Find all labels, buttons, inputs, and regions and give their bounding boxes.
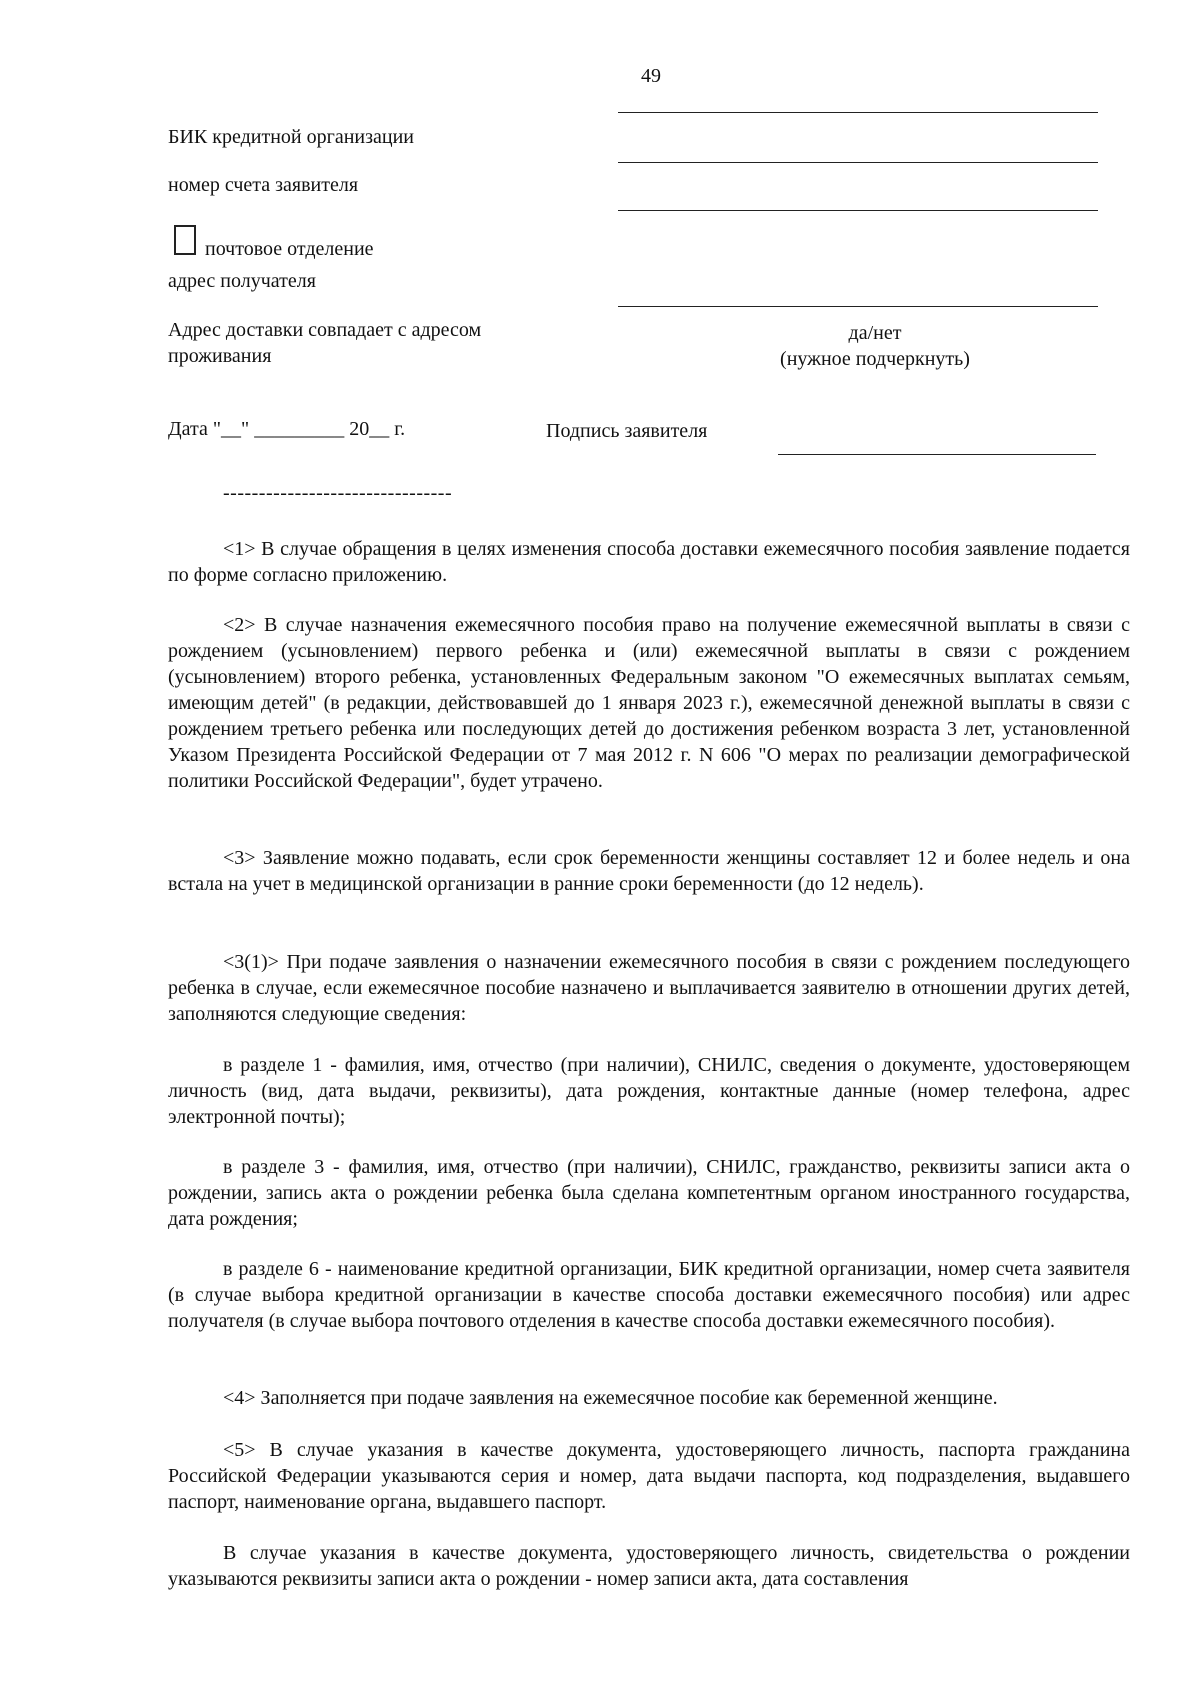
footnote-5: <5> В случае указания в качестве документа, удостоверяющего личность, паспорта гражданина Российской Федерации указываются серия и номер, дата выдачи паспорта, код подразделения, выдавшего паспорт, наименование органа, выдавшего паспорт. (168, 1439, 1130, 1513)
fill-line-recipient-address[interactable] (618, 306, 1098, 307)
post-office-checkbox[interactable] (174, 225, 196, 255)
footnote-3-1-section-3: в разделе 3 - фамилия, имя, отчество (при наличии), СНИЛС, гражданство, реквизиты записи акта о рождении, запись акта о рождении ребенка была сделана компетентным органом иностранного государства, дата рождения; (168, 1156, 1130, 1230)
footnote-3-1-section-1: в разделе 1 - фамилия, имя, отчество (при наличии), СНИЛС, сведения о документе, удостоверяющем личность (вид, дата выдачи, реквизиты), дата рождения, контактные данные (номер телефона, адрес электронной почты); (168, 1054, 1130, 1128)
footnote-4: <4> Заполняется при подаче заявления на ежемесячное пособие как беременной женщине. (223, 1387, 998, 1409)
delivery-match-label-line1: Адрес доставки совпадает с адресом (168, 319, 482, 341)
fill-line-account[interactable] (618, 210, 1098, 211)
footnote-1: <1> В случае обращения в целях изменения способа доставки ежемесячного пособия заявление подается по форме согласно приложению. (168, 538, 1130, 586)
footnote-5-continuation: В случае указания в качестве документа, удостоверяющего личность, свидетельства о рождении указываются реквизиты записи акта о рождении - номер записи акта, дата составления (168, 1542, 1130, 1590)
footnote-3-1-section-6: в разделе 6 - наименование кредитной организации, БИК кредитной организации, номер счета заявителя (в случае выбора кредитной организации в качестве способа доставки ежемесячного пособия) или адрес получателя (в случае выбора почтового отделения в качестве способа доставки ежемесячного пособия). (168, 1258, 1130, 1332)
footnote-3-1: <3(1)> При подаче заявления о назначении ежемесячного пособия в связи с рождением последующего ребенка в случае, если ежемесячное пособие назначено и выплачивается заявителю в отношении других детей, заполняются следующие сведения: (168, 951, 1130, 1025)
fill-line-bik[interactable] (618, 162, 1098, 163)
page-number: 49 (641, 65, 661, 87)
account-label: номер счета заявителя (168, 174, 359, 196)
recipient-address-label: адрес получателя (168, 270, 316, 292)
footnote-separator: -------------------------------- (223, 482, 453, 504)
signature-label: Подпись заявителя (546, 420, 708, 442)
yes-no-option[interactable]: да/нет (848, 322, 902, 344)
delivery-match-label-line2: проживания (168, 345, 272, 367)
fill-line-bank-name[interactable] (618, 112, 1098, 113)
footnote-2: <2> В случае назначения ежемесячного пособия право на получение ежемесячной выплаты в связи с рождением (усыновлением) первого ребенка и (или) ежемесячной выплаты в связи с рождением (усыновлением) второго ребенка, установленных Федеральным законом "О ежемесячных выплатах семьям, имеющим детей" (в редакции, действовавшей до 1 января 2023 г.), ежемесячной денежной выплаты в связи с рождением третьего ребенка или последующих детей до достижения ребенком возраста 3 лет, установленной Указом Президента Российской Федерации от 7 мая 2012 г. N 606 "О мерах по реализации демографической политики Российской Федерации", будет утрачено. (168, 614, 1130, 792)
fill-line-signature[interactable] (778, 454, 1096, 455)
underline-hint: (нужное подчеркнуть) (780, 348, 970, 370)
date-field[interactable]: Дата "__" _________ 20__ г. (168, 418, 406, 440)
bik-label: БИК кредитной организации (168, 126, 414, 148)
footnote-3: <3> Заявление можно подавать, если срок беременности женщины составляет 12 и более недель и она встала на учет в медицинской организации в ранние сроки беременности (до 12 недель). (168, 847, 1130, 895)
post-office-label: почтовое отделение (205, 238, 374, 260)
